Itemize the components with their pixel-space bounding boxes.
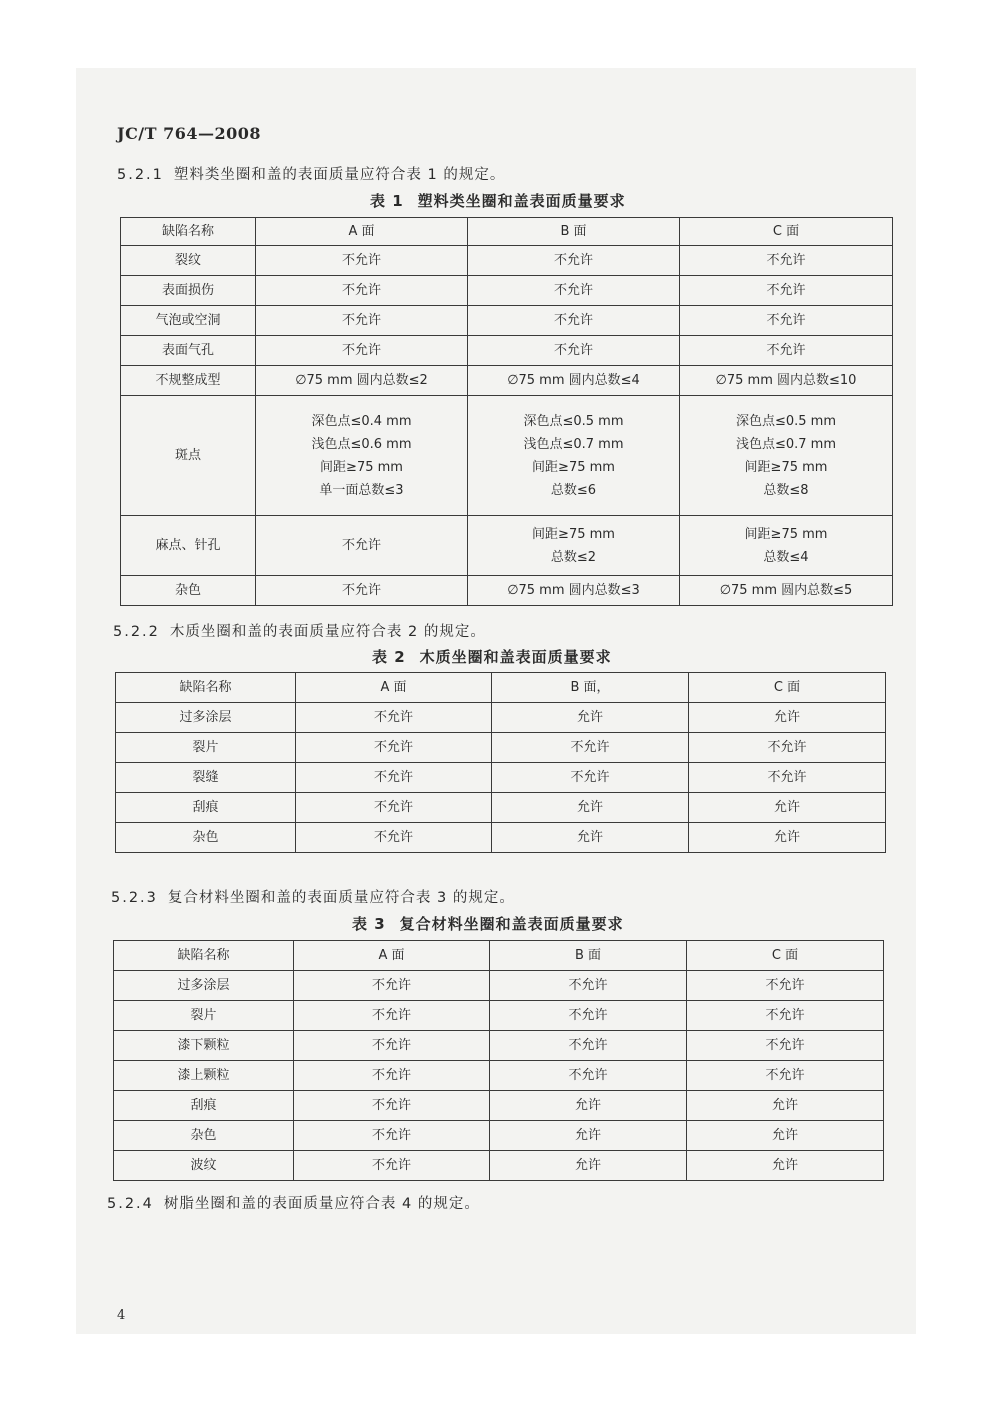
requirement-line: 不允许: [373, 739, 413, 755]
defect-name-cell: 杂色: [114, 1121, 294, 1151]
table-row: [121, 306, 893, 336]
requirement-line: 深色点≤0.5 mm: [523, 413, 624, 429]
requirement-line: 不允许: [371, 1097, 411, 1113]
requirement-line: 不允许: [371, 1127, 411, 1143]
requirement-cell: [296, 763, 492, 793]
requirement-cell: [680, 276, 893, 306]
requirement-line: 允许: [576, 799, 603, 815]
requirement-cell: [294, 1061, 490, 1091]
requirement-line: 不允许: [341, 582, 381, 598]
requirement-line: 不允许: [553, 342, 593, 358]
requirement-line: 不允许: [767, 739, 807, 755]
table-row: [114, 1121, 884, 1151]
table-number: 表 3: [352, 915, 386, 933]
defect-name-cell: 过多涂层: [116, 703, 296, 733]
defect-name-cell: 斑点: [121, 396, 256, 516]
requirement-line: 总数≤4: [763, 549, 809, 565]
requirement-cell: [468, 276, 680, 306]
requirement-line: 允许: [574, 1157, 601, 1173]
defect-name-cell: 杂色: [116, 823, 296, 853]
requirement-line: 不允许: [568, 1037, 608, 1053]
requirement-cell: [680, 306, 893, 336]
requirement-cell: [689, 703, 886, 733]
requirement-cell: [256, 276, 468, 306]
column-header: A 面: [256, 218, 468, 246]
table-title: 复合材料坐圈和盖表面质量要求: [399, 915, 624, 933]
requirement-line: 允许: [771, 1157, 798, 1173]
table-title: 木质坐圈和盖表面质量要求: [419, 648, 612, 666]
requirement-cell: [687, 1151, 884, 1181]
requirement-line: 不允许: [568, 1007, 608, 1023]
defect-name-cell: 表面损伤: [121, 276, 256, 306]
requirement-line: 不允许: [765, 977, 805, 993]
requirement-line: 允许: [771, 1097, 798, 1113]
clause-number: 5.2.4: [107, 1196, 154, 1212]
requirement-line: 不允许: [341, 342, 381, 358]
column-header: B 面，: [492, 673, 689, 703]
clause-5-2-2: [113, 620, 486, 641]
requirement-cell: [492, 793, 689, 823]
table-row: [116, 733, 886, 763]
requirement-cell: [296, 793, 492, 823]
requirement-cell: [490, 1091, 687, 1121]
requirement-cell: [689, 763, 886, 793]
requirement-cell: [689, 793, 886, 823]
clause-5-2-3: [111, 886, 515, 907]
defect-name-cell: 裂纹: [121, 246, 256, 276]
table-number: 表 2: [372, 648, 406, 666]
requirement-cell: [468, 246, 680, 276]
requirement-cell: [296, 703, 492, 733]
requirement-line: 允许: [574, 1097, 601, 1113]
requirement-cell: [490, 1061, 687, 1091]
requirement-line: 总数≤6: [550, 482, 597, 498]
requirement-cell: [294, 1151, 490, 1181]
requirement-line: 不允许: [371, 1157, 411, 1173]
requirement-cell: [680, 516, 893, 576]
requirement-line: 不允许: [568, 977, 608, 993]
requirement-line: 允许: [773, 709, 800, 725]
clause-text: 塑料类坐圈和盖的表面质量应符合表 1 的规定。: [173, 167, 506, 183]
defect-name-cell: 气泡或空洞: [121, 306, 256, 336]
requirement-line: 不允许: [553, 312, 593, 328]
requirement-line: 间距≥75 mm: [532, 459, 615, 475]
requirement-line: 间距≥75 mm: [320, 459, 403, 475]
clause-text: 树脂坐圈和盖的表面质量应符合表 4 的规定。: [163, 1196, 480, 1212]
defect-name-cell: 漆上颗粒: [114, 1061, 294, 1091]
requirement-cell: [256, 516, 468, 576]
requirement-cell: [468, 336, 680, 366]
requirement-cell: [689, 733, 886, 763]
column-header: A 面: [294, 941, 490, 971]
defect-name-cell: 刮痕: [114, 1091, 294, 1121]
requirement-cell: [687, 1001, 884, 1031]
column-header: 缺陷名称: [114, 941, 294, 971]
column-header: C 面: [680, 218, 893, 246]
requirement-line: 间距≥75 mm: [532, 526, 615, 542]
table-row: [116, 763, 886, 793]
requirement-line: 允许: [773, 829, 800, 845]
defect-name-cell: 波纹: [114, 1151, 294, 1181]
table-number: 表 1: [370, 192, 404, 210]
requirement-cell: [687, 1091, 884, 1121]
clause-number: 5.2.1: [117, 167, 164, 183]
table-header-row: [121, 218, 893, 246]
requirement-cell: [468, 576, 680, 606]
table-header-row: [114, 941, 884, 971]
requirement-cell: [680, 246, 893, 276]
requirement-cell: [490, 1001, 687, 1031]
requirement-line: 间距≥75 mm: [744, 459, 828, 475]
column-header: B 面: [490, 941, 687, 971]
requirement-line: 不允许: [766, 312, 806, 328]
table-row: [116, 793, 886, 823]
table-row: [121, 336, 893, 366]
requirement-line: 不允许: [341, 537, 381, 553]
requirement-line: 允许: [771, 1127, 798, 1143]
table-row: [114, 971, 884, 1001]
requirement-line: 不允许: [341, 312, 381, 328]
column-header: B 面: [468, 218, 680, 246]
requirement-line: 不允许: [553, 282, 593, 298]
requirement-line: ∅75 mm 圆内总数≤3: [507, 582, 640, 598]
table-1-plastic: [120, 217, 893, 606]
requirement-line: 允许: [576, 829, 603, 845]
requirement-line: 单一面总数≤3: [319, 482, 404, 498]
defect-name-cell: 裂片: [114, 1001, 294, 1031]
requirement-line: ∅75 mm 圆内总数≤10: [715, 372, 857, 388]
defect-name-cell: 表面气孔: [121, 336, 256, 366]
table-row: [116, 823, 886, 853]
clause-number: 5.2.3: [111, 890, 158, 906]
standard-code: JC/T 764—2008: [117, 124, 262, 143]
table-3-composite: [113, 940, 884, 1181]
defect-name-cell: 麻点、针孔: [121, 516, 256, 576]
requirement-cell: [492, 763, 689, 793]
requirement-line: 不允许: [341, 252, 381, 268]
table-row: [121, 576, 893, 606]
requirement-line: 不允许: [765, 1007, 805, 1023]
requirement-line: 总数≤2: [550, 549, 597, 565]
defect-name-cell: 裂缝: [116, 763, 296, 793]
requirement-cell: [468, 516, 680, 576]
requirement-cell: [294, 1001, 490, 1031]
table-row: [121, 276, 893, 306]
requirement-line: 间距≥75 mm: [744, 526, 828, 542]
requirement-line: 不允许: [553, 252, 593, 268]
requirement-cell: [468, 306, 680, 336]
requirement-cell: [687, 1031, 884, 1061]
column-header: C 面: [687, 941, 884, 971]
requirement-line: 深色点≤0.5 mm: [735, 413, 837, 429]
requirement-line: 不允许: [373, 769, 413, 785]
requirement-line: 不允许: [371, 1007, 411, 1023]
table-row: [114, 1061, 884, 1091]
requirement-cell: [490, 1151, 687, 1181]
requirement-cell: [256, 576, 468, 606]
requirement-line: 不允许: [765, 1037, 805, 1053]
requirement-line: 不允许: [570, 739, 610, 755]
table-2-wood: [115, 672, 886, 853]
table-row: [114, 1001, 884, 1031]
requirement-line: 浅色点≤0.7 mm: [735, 436, 837, 452]
requirement-cell: [492, 733, 689, 763]
clause-5-2-1: [117, 163, 505, 184]
requirement-line: 不允许: [373, 829, 413, 845]
requirement-cell: [294, 1031, 490, 1061]
column-header: C 面: [689, 673, 886, 703]
table-row: [121, 246, 893, 276]
requirement-cell: [492, 703, 689, 733]
clause-text: 复合材料坐圈和盖的表面质量应符合表 3 的规定。: [167, 890, 515, 906]
requirement-line: 不允许: [373, 709, 413, 725]
requirement-cell: [492, 823, 689, 853]
clause-number: 5.2.2: [113, 624, 160, 640]
defect-name-cell: 过多涂层: [114, 971, 294, 1001]
column-header: 缺陷名称: [121, 218, 256, 246]
table-row: [114, 1031, 884, 1061]
table-row: [121, 516, 893, 576]
requirement-cell: [256, 306, 468, 336]
requirement-line: 不允许: [373, 799, 413, 815]
requirement-line: 不允许: [766, 252, 806, 268]
requirement-cell: [256, 366, 468, 396]
requirement-line: 不允许: [341, 282, 381, 298]
requirement-cell: [256, 396, 468, 516]
requirement-line: 允许: [576, 709, 603, 725]
requirement-line: 不允许: [766, 282, 806, 298]
requirement-line: 浅色点≤0.7 mm: [523, 436, 624, 452]
column-header: A 面: [296, 673, 492, 703]
requirement-cell: [294, 1091, 490, 1121]
requirement-line: 允许: [773, 799, 800, 815]
requirement-line: 不允许: [371, 1037, 411, 1053]
requirement-cell: [680, 576, 893, 606]
requirement-cell: [687, 971, 884, 1001]
requirement-line: 不允许: [371, 977, 411, 993]
requirement-line: 深色点≤0.4 mm: [311, 413, 412, 429]
table-1-caption: [370, 190, 626, 211]
requirement-line: ∅75 mm 圆内总数≤5: [719, 582, 853, 598]
table-header-row: [116, 673, 886, 703]
requirement-cell: [490, 1031, 687, 1061]
requirement-cell: [296, 733, 492, 763]
requirement-line: 允许: [574, 1127, 601, 1143]
requirement-cell: [256, 246, 468, 276]
defect-name-cell: 刮痕: [116, 793, 296, 823]
requirement-cell: [490, 971, 687, 1001]
requirement-cell: [294, 971, 490, 1001]
requirement-cell: [687, 1061, 884, 1091]
requirement-cell: [468, 396, 680, 516]
table-2-caption: [372, 646, 612, 667]
table-3-caption: [352, 913, 624, 934]
requirement-line: 不允许: [371, 1067, 411, 1083]
table-row: [114, 1151, 884, 1181]
clause-text: 木质坐圈和盖的表面质量应符合表 2 的规定。: [169, 624, 486, 640]
requirement-cell: [680, 396, 893, 516]
requirement-cell: [680, 366, 893, 396]
requirement-line: 浅色点≤0.6 mm: [311, 436, 412, 452]
requirement-cell: [490, 1121, 687, 1151]
clause-5-2-4: [107, 1192, 480, 1213]
table-row: [114, 1091, 884, 1121]
requirement-cell: [294, 1121, 490, 1151]
defect-name-cell: 裂片: [116, 733, 296, 763]
table-row: [121, 396, 893, 516]
requirement-line: 不允许: [568, 1067, 608, 1083]
requirement-line: 总数≤8: [763, 482, 809, 498]
defect-name-cell: 杂色: [121, 576, 256, 606]
column-header: 缺陷名称: [116, 673, 296, 703]
defect-name-cell: 不规整成型: [121, 366, 256, 396]
requirement-cell: [680, 336, 893, 366]
requirement-cell: [296, 823, 492, 853]
requirement-line: ∅75 mm 圆内总数≤2: [295, 372, 428, 388]
requirement-cell: [687, 1121, 884, 1151]
requirement-cell: [689, 823, 886, 853]
page-number: 4: [117, 1308, 126, 1323]
requirement-line: 不允许: [765, 1067, 805, 1083]
requirement-cell: [468, 366, 680, 396]
requirement-line: 不允许: [766, 342, 806, 358]
defect-name-cell: 漆下颗粒: [114, 1031, 294, 1061]
requirement-line: 不允许: [570, 769, 610, 785]
requirement-cell: [256, 336, 468, 366]
table-title: 塑料类坐圈和盖表面质量要求: [417, 192, 626, 210]
table-row: [121, 366, 893, 396]
requirement-line: ∅75 mm 圆内总数≤4: [507, 372, 640, 388]
table-row: [116, 703, 886, 733]
requirement-line: 不允许: [767, 769, 807, 785]
